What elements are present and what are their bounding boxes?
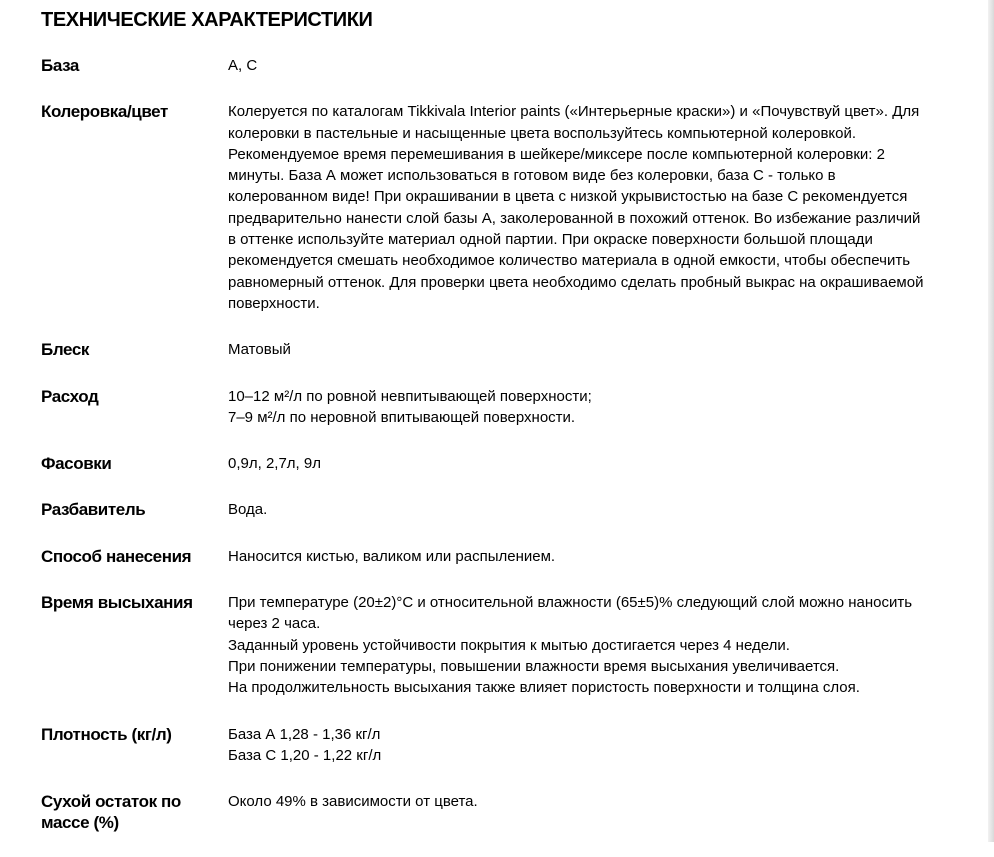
spec-row-thinner [41, 498, 941, 520]
spec-label: Время высыхания [41, 593, 193, 613]
spec-label: Фасовки [41, 454, 112, 474]
spec-row-gloss [41, 338, 941, 360]
spec-value-line: Матовый [228, 341, 291, 359]
spec-label: Расход [41, 386, 99, 406]
spec-value [228, 339, 928, 360]
spec-row-tinting [41, 100, 941, 314]
page-scroll-edge [988, 0, 994, 842]
specs-table [41, 54, 941, 857]
spec-row-drying-time [41, 591, 941, 698]
spec-label: Способ нанесения [41, 546, 192, 566]
spec-label: Блеск [41, 340, 89, 360]
spec-value-line: Наносится кистью, валиком или распылением. [228, 547, 556, 565]
spec-value [228, 724, 928, 767]
spec-row-consumption [41, 385, 941, 429]
spec-label: Колеровка/цвет [41, 102, 168, 122]
spec-value [228, 101, 928, 314]
spec-value [228, 791, 928, 833]
spec-value-line: Колеруется по каталогам Tikkivala Interior paints («Интерьерные краски») и «Почувствуй цвет». Для колеровки в пастельные и насыщенные цвета воспользуйтесь компьютерной колеровкой. Рекомендуемое время перемешивания в шейкере/миксере после компьютерной колеровки: 2 минуты. База А может использоваться в готовом виде без колеровки, база С - только в колерованном виде! При окрашивании в цвета с низкой укрывистостью на базе С рекомендуется предварительно нанести слой базы А, заколерованной в похожий оттенок. Во избежание различий в оттенке используйте материал одной партии. При окраске поверхности большой площади рекомендуется смешать необходимое количество материала в одной емкости, чтобы обеспечить равномерный оттенок. Для проверки цвета необходимо сделать пробный выкрас на окрашиваемой поверхности. [228, 103, 924, 312]
spec-value-line: 7–9 м²/л по неровной впитывающей поверхности. [228, 408, 576, 426]
spec-value-line: База А 1,28 - 1,36 кг/л [228, 725, 381, 743]
spec-row-packaging [41, 452, 941, 474]
spec-value [228, 546, 928, 567]
spec-value [228, 592, 928, 698]
spec-value [228, 499, 928, 520]
spec-label: База [41, 56, 79, 75]
page-title: ТЕХНИЧЕСКИЕ ХАРАКТЕРИСТИКИ [41, 9, 373, 31]
spec-value-line: Вода. [228, 501, 268, 519]
spec-value-line: Около 49% в зависимости от цвета. [228, 793, 478, 811]
spec-value-line: База С 1,20 - 1,22 кг/л [228, 746, 382, 764]
spec-value-line: 10–12 м²/л по ровной невпитывающей поверхности; [228, 387, 592, 405]
spec-value-line: 0,9л, 2,7л, 9л [228, 455, 321, 473]
spec-label: Сухой остаток по массе (%) [41, 792, 181, 833]
spec-value [228, 453, 928, 474]
spec-row-dry-residue [41, 790, 941, 833]
spec-label: Плотность (кг/л) [41, 724, 172, 744]
spec-value-line: Заданный уровень устойчивости покрытия к мытью достигается через 4 недели. [228, 636, 790, 654]
spec-value-line: При температуре (20±2)°С и относительной влажности (65±5)% следующий слой можно наносить через 2 часа. [228, 594, 913, 633]
spec-row-density [41, 723, 941, 767]
spec-value-line: На продолжительность высыхания также влияет пористость поверхности и толщина слоя. [228, 679, 860, 697]
spec-value [228, 55, 928, 76]
spec-label: Разбавитель [41, 500, 146, 520]
spec-value-line: А, С [228, 57, 258, 74]
spec-row-base [41, 54, 941, 76]
spec-row-application [41, 545, 941, 567]
spec-value [228, 386, 928, 429]
spec-value-line: При понижении температуры, повышении влажности время высыхания увеличивается. [228, 657, 840, 675]
